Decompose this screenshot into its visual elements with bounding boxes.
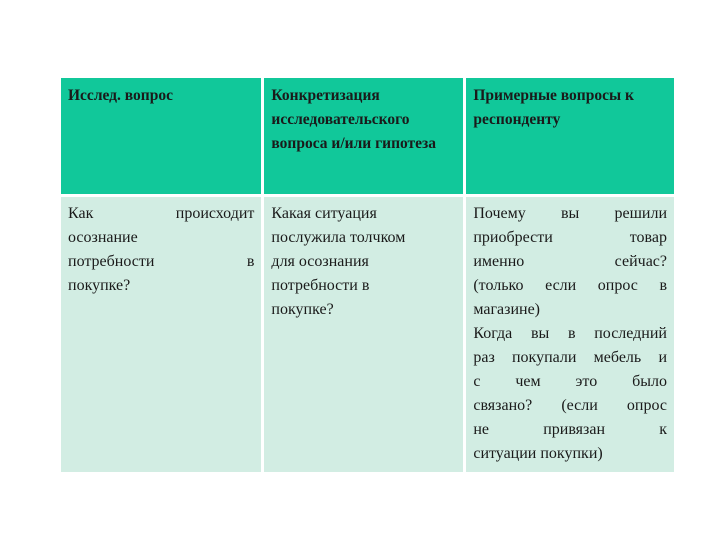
cell-line: Почему вы решили [473, 205, 667, 222]
cell-concretization [263, 196, 465, 473]
cell-line: для осознания [271, 253, 369, 270]
header-research-question: Исслед. вопрос [61, 78, 263, 196]
cell-line: не привязан к [473, 421, 667, 438]
cell-respondent-questions [465, 196, 674, 473]
cell-line: потребности в [271, 277, 370, 294]
cell-line: раз покупали мебель и [473, 349, 667, 366]
cell-line: осознание [68, 229, 138, 246]
cell-line: с чем это было [473, 373, 667, 390]
cell-line: ситуации покупки) [473, 445, 603, 462]
cell-line: покупке? [68, 277, 131, 294]
cell-line: Когда вы в последний [473, 325, 667, 342]
research-table [61, 78, 674, 472]
table-header-row [61, 78, 674, 196]
cell-line: приобрести товар [473, 229, 667, 246]
table-row [61, 196, 674, 473]
cell-line: магазине) [473, 301, 540, 318]
cell-line: потребности в [68, 253, 255, 270]
header-concretization: Конкретизация исследовательского вопроса и/или гипотеза [263, 78, 465, 196]
cell-line: Как происходит [68, 205, 255, 222]
cell-line: покупке? [271, 301, 334, 318]
cell-line: (только если опрос в [473, 277, 667, 294]
cell-line: послужила толчком [271, 229, 406, 246]
cell-line: именно сейчас? [473, 253, 667, 270]
cell-line: Какая ситуация [271, 205, 377, 222]
header-respondent-questions: Примерные вопросы к респонденту [465, 78, 674, 196]
cell-research-question [61, 196, 263, 473]
cell-line: связано? (если опрос [473, 397, 667, 414]
